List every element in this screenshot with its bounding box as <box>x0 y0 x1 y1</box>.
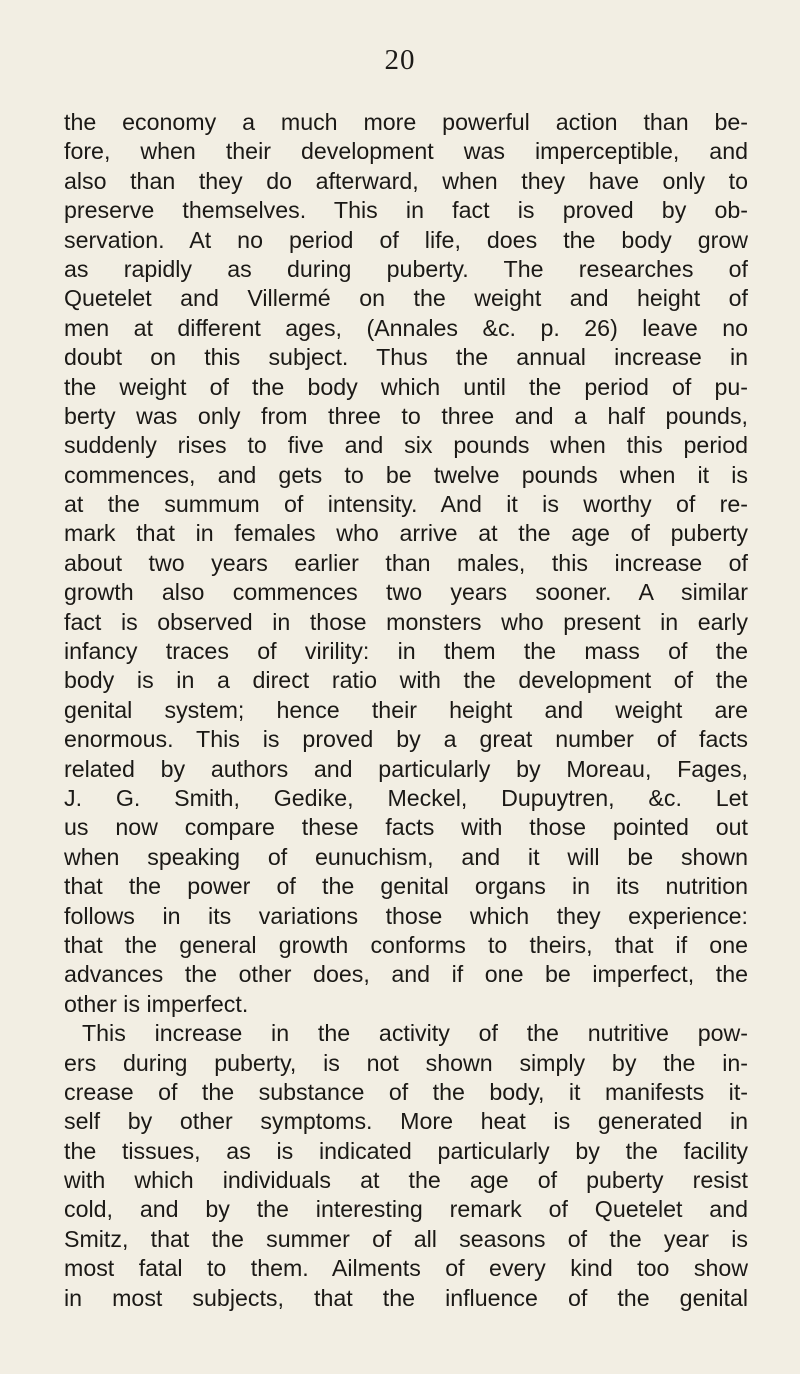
text-line: that the general growth conforms to theirs, that if one <box>64 931 748 958</box>
text-line: fore, when their development was imperceptible, and <box>64 138 748 165</box>
text-line: the tissues, as is indicated particularly by the facility <box>64 1137 748 1164</box>
text-line: berty was only from three to three and a half pounds, <box>64 402 748 429</box>
text-line: at the summum of intensity. And it is worthy of re- <box>64 491 748 518</box>
text-line: related by authors and particularly by Moreau, Fages, <box>64 755 748 782</box>
text-line: most fatal to them. Ailments of every kind too show <box>64 1255 748 1282</box>
text-line: as rapidly as during puberty. The researches of <box>64 255 748 282</box>
text-line: advances the other does, and if one be imperfect, the <box>64 961 748 988</box>
text-line: men at different ages, (Annales &c. p. 26) leave no <box>64 314 748 341</box>
text-line: Quetelet and Villermé on the weight and height of <box>64 285 748 312</box>
text-line: follows in its variations those which they experience: <box>64 902 748 929</box>
text-line: doubt on this subject. Thus the annual increase in <box>64 344 748 371</box>
text-line: about two years earlier than males, this increase of <box>64 549 748 576</box>
text-line: that the power of the genital organs in its nutrition <box>64 873 748 900</box>
paragraph-start-line: This increase in the activity of the nutritive pow- <box>82 1020 748 1047</box>
text-line: genital system; hence their height and weight are <box>64 696 748 723</box>
text-line: in most subjects, that the influence of the genital <box>64 1284 748 1311</box>
text-line: Smitz, that the summer of all seasons of the year is <box>64 1225 748 1252</box>
text-line: body is in a direct ratio with the development of the <box>64 667 748 694</box>
text-line: ers during puberty, is not shown simply by the in- <box>64 1049 748 1076</box>
page-number: 20 <box>384 44 416 76</box>
body-text <box>64 108 748 1313</box>
text-line: J. G. Smith, Gedike, Meckel, Dupuytren, &c. Let <box>64 784 748 811</box>
text-line: fact is observed in those monsters who present in early <box>64 608 748 635</box>
text-line: the weight of the body which until the period of pu- <box>64 373 748 400</box>
text-line: cold, and by the interesting remark of Quetelet and <box>64 1196 748 1223</box>
text-line: crease of the substance of the body, it manifests it- <box>64 1078 748 1105</box>
text-line: growth also commences two years sooner. A similar <box>64 579 748 606</box>
text-line: us now compare these facts with those pointed out <box>64 814 748 841</box>
text-line: suddenly rises to five and six pounds when this period <box>64 432 748 459</box>
text-line: other is imperfect. <box>64 990 249 1017</box>
text-line: the economy a much more powerful action than be- <box>64 109 748 135</box>
text-line: preserve themselves. This in fact is proved by ob- <box>64 197 748 224</box>
text-line: mark that in females who arrive at the age of puberty <box>64 520 748 547</box>
text-line: commences, and gets to be twelve pounds when it is <box>64 461 748 488</box>
text-line: with which individuals at the age of puberty resist <box>64 1167 748 1194</box>
text-line: also than they do afterward, when they have only to <box>64 167 748 194</box>
text-line: servation. At no period of life, does the body grow <box>64 226 748 253</box>
text-line: self by other symptoms. More heat is generated in <box>64 1108 748 1135</box>
text-line: when speaking of eunuchism, and it will be shown <box>64 843 748 870</box>
text-line: infancy traces of virility: in them the mass of the <box>64 638 748 665</box>
text-line: enormous. This is proved by a great number of facts <box>64 726 748 753</box>
